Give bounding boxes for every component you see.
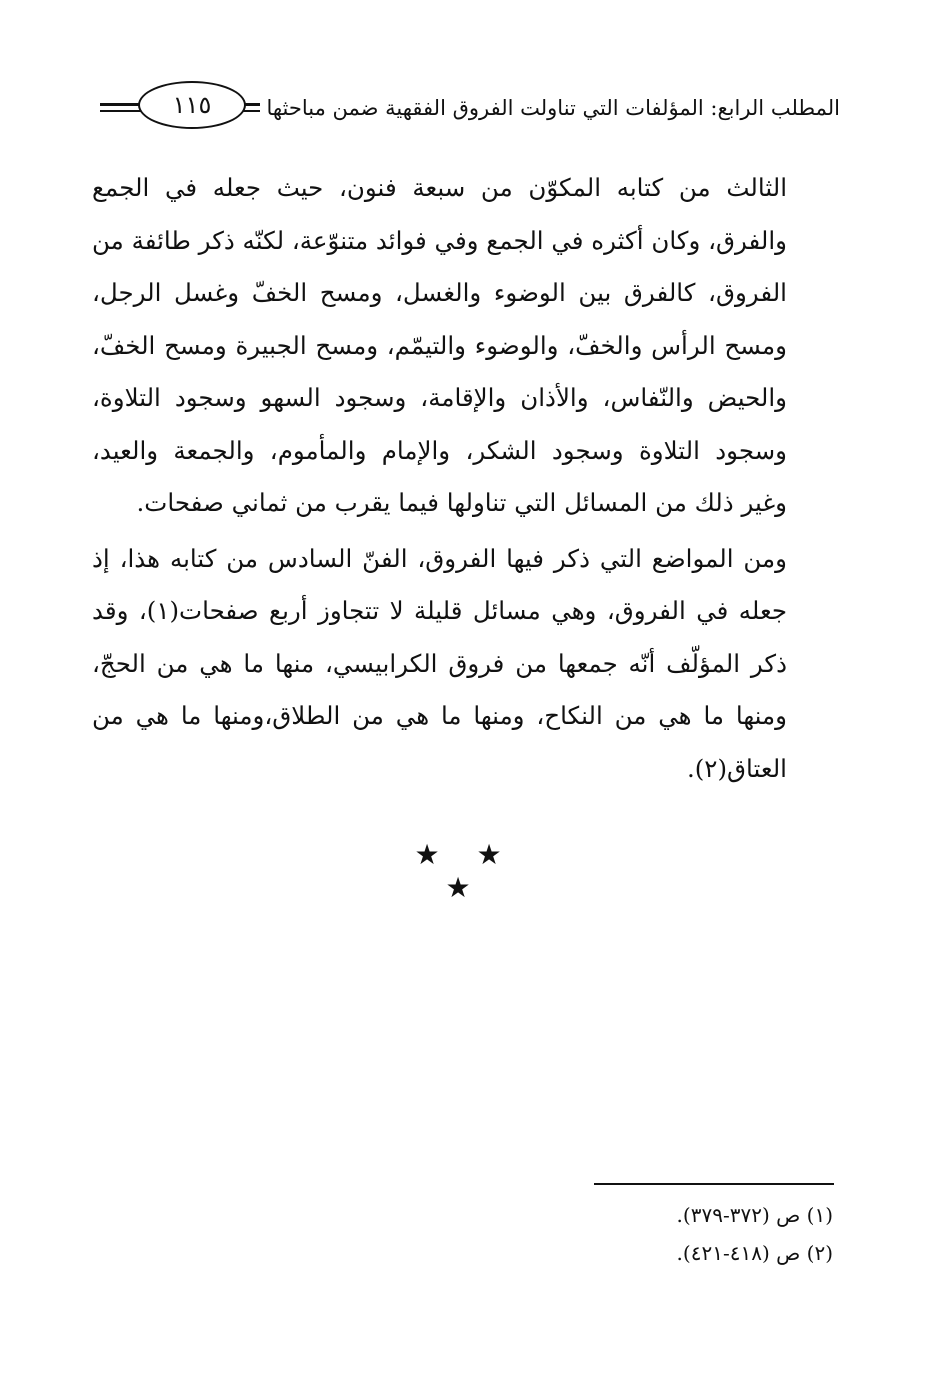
footnote-rule bbox=[594, 1183, 834, 1185]
footnote-2: (٢) ص (٤١٨-٤٢١). bbox=[676, 1241, 833, 1265]
section-separator: ★ ★ ★ bbox=[414, 838, 516, 904]
page-number: ١١٥ bbox=[172, 91, 212, 119]
page-number-oval bbox=[138, 81, 246, 129]
footnote-1: (١) ص (٣٧٢-٣٧٩). bbox=[676, 1203, 833, 1227]
footnotes bbox=[573, 1196, 833, 1272]
page-header bbox=[100, 75, 840, 135]
header-title: المطلب الرابع: المؤلفات التي تناولت الفروق الفقهية ضمن مباحثها bbox=[260, 95, 840, 121]
main-text bbox=[92, 162, 787, 795]
paragraph-2: ومن المواضع التي ذكر فيها الفروق، الفنّ السادس من كتابه هذا، إذ جعله في الفروق، وهي مسائل قليلة لا تتجاوز أربع صفحات(١)، وقد ذكر المؤلّف أنّه جمعها من فروق الكرابيسي، منها ما هي من الحجّ، ومنها ما هي من النكاح، ومنها ما هي من الطلاق،ومنها ما هي من العتاق(٢). bbox=[92, 543, 787, 783]
paragraph-1: الثالث من كتابه المكوّن من سبعة فنون، حيث جعله في الجمع والفرق، وكان أكثره في الجمع وفي فوائد متنوّعة، لكنّه ذكر طائفة من الفروق، كالفرق بين الوضوء والغسل، ومسح الخفّ وغسل الرجل، ومسح الرأس والخفّ، والوضوء والتيمّم، ومسح الجبيرة ومسح الخفّ، والحيض والنّفاس، والأذان والإقامة، وسجود السهو وسجود التلاوة، وسجود التلاوة وسجود الشكر، والإمام والمأموم، والجمعة والعيد، وغير ذلك من المسائل التي تناولها فيما يقرب من ثماني صفحات. bbox=[92, 173, 787, 517]
